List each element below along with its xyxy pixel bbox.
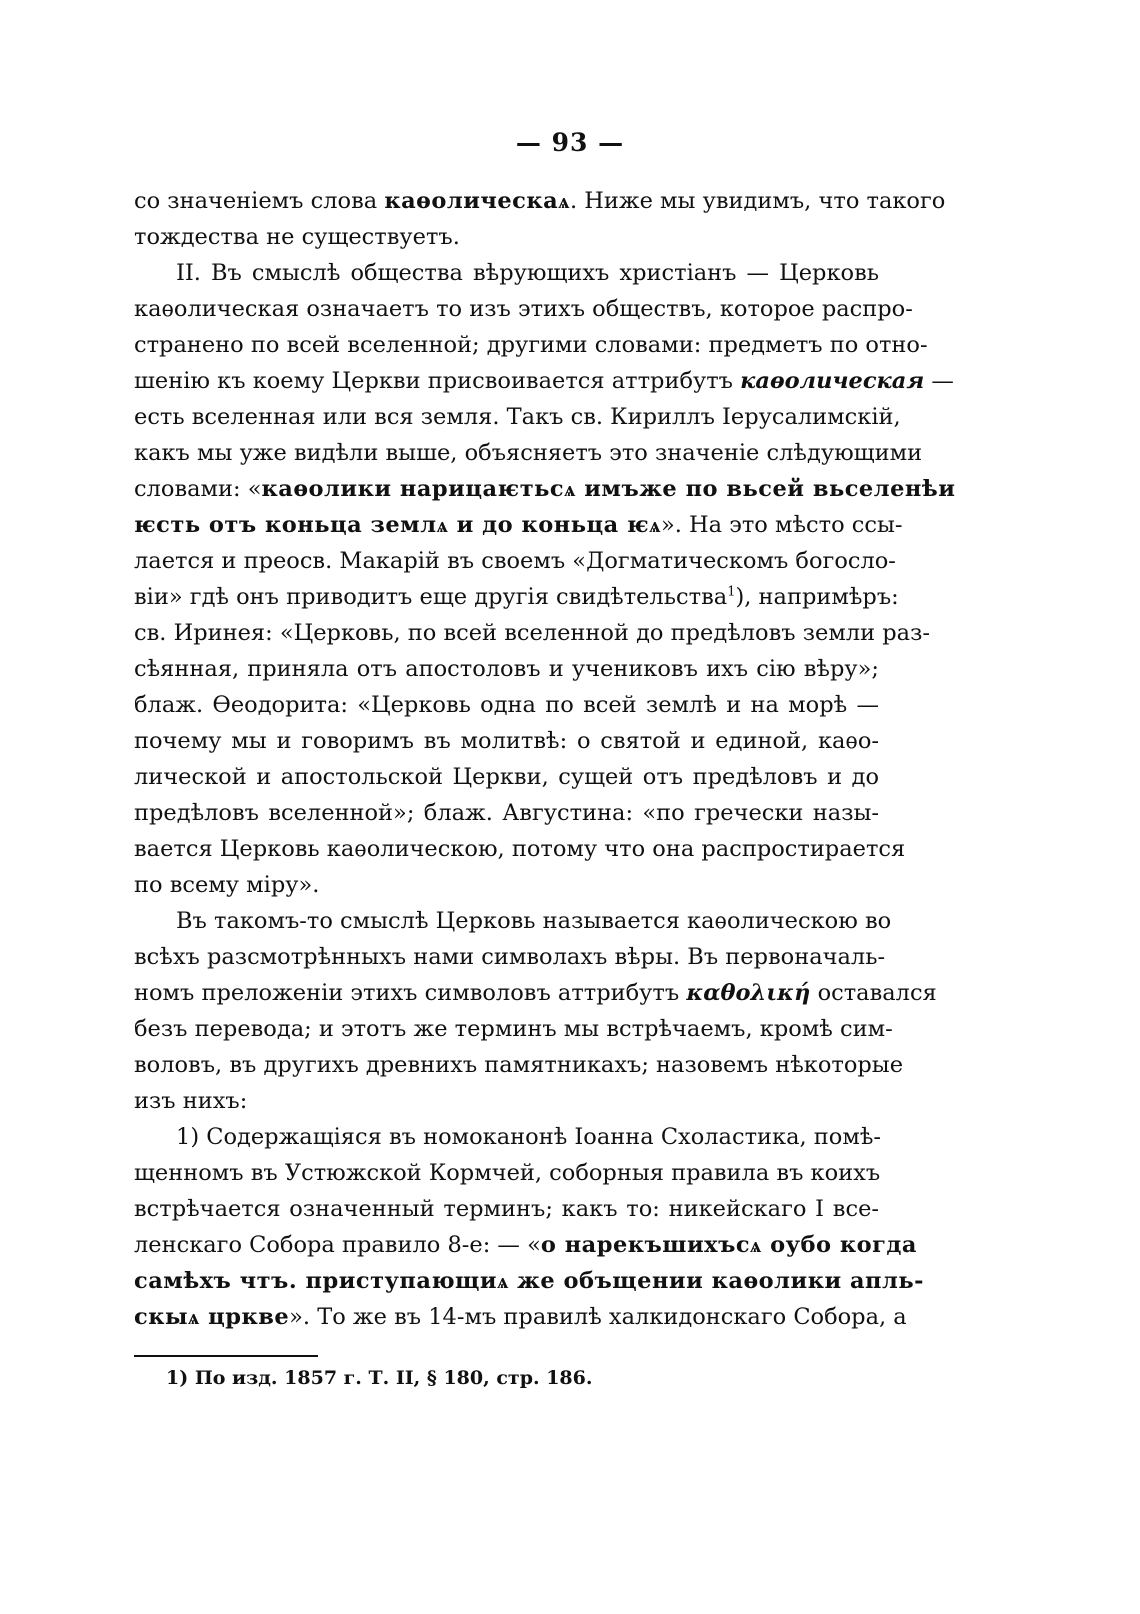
church-slavonic-text: самѣхъ чтъ. приступающиѧ же объщении каѳолики апль- (134, 1268, 924, 1294)
line-text: лической и апостольской Церкви, сущей отъ предѣловъ и до (134, 764, 879, 790)
line-text: св. Иринея: «Церковь, по всей вселенной до предѣловъ земли раз- (134, 620, 930, 646)
text-line (134, 1227, 918, 1263)
line-text: віи» гдѣ онъ приводитъ еще другія свидѣтельства (134, 584, 728, 610)
line-text: всѣхъ разсмотрѣнныхъ нами символахъ вѣры. Въ первоначаль- (134, 944, 886, 970)
footnote-ref: 1 (727, 584, 736, 600)
line-text: есть вселенная или вся земля. Такъ св. Кириллъ Іерусалимскій, (134, 404, 901, 430)
text-line (134, 579, 899, 615)
text-line (134, 183, 946, 219)
line-text: предѣловъ вселенной»; блаж. Августина: «по гречески назы- (134, 800, 879, 826)
text-line (134, 759, 879, 795)
line-text: блаж. Ѳеодорита: «Церковь одна по всей землѣ и на морѣ — (134, 692, 879, 718)
text-line (134, 291, 913, 327)
text-line (134, 327, 928, 363)
text-line (134, 867, 879, 903)
line-text: ». На это мѣсто ссы- (660, 512, 903, 538)
line-text: II. Въ смыслѣ общества вѣрующихъ христіанъ — Церковь (176, 260, 879, 286)
church-slavonic-text: каѳолическаѧ (384, 188, 570, 214)
text-line (134, 1155, 879, 1191)
text-line (134, 1263, 924, 1299)
page-number: — 93 — (515, 128, 625, 157)
text-line (134, 651, 879, 687)
line-text: 1) Содержащіяся въ номоканонѣ Іоанна Схоластика, помѣ- (176, 1124, 882, 1150)
line-text: щенномъ въ Устюжской Кормчей, соборныя правила въ коихъ (134, 1160, 881, 1186)
text-line (134, 1299, 907, 1335)
church-slavonic-text: ѥсть отъ коньца землѧ и до коньца ѥѧ (134, 512, 661, 538)
line-text: безъ перевода; и этотъ же терминъ мы встрѣчаемъ, кромѣ сим- (134, 1016, 893, 1042)
text-line (134, 831, 906, 867)
text-line (134, 471, 956, 507)
line-text: оставался (810, 980, 937, 1006)
italic-term: καθολική (686, 980, 811, 1006)
line-text: изъ нихъ: (134, 1088, 248, 1114)
text-line (134, 939, 886, 975)
text-line (134, 1047, 904, 1083)
text-line (134, 903, 892, 939)
text-line (134, 363, 954, 399)
line-text: вается Церковь каѳолическою, потому что она распростирается (134, 836, 906, 862)
line-text: . Ниже мы увидимъ, что такого (569, 188, 946, 214)
text-line (134, 255, 879, 291)
line-text: воловъ, въ другихъ древнихъ памятникахъ; назовемъ нѣкоторые (134, 1052, 904, 1078)
line-text: ленскаго Собора правило 8-е: — « (134, 1232, 541, 1258)
text-line (134, 543, 896, 579)
text-line (134, 507, 903, 543)
text-line (134, 435, 923, 471)
text-line (134, 795, 879, 831)
line-text: словами: « (134, 476, 262, 502)
text-line (134, 1011, 893, 1047)
church-slavonic-text: скыѧ црквe (134, 1304, 290, 1330)
text-line (134, 219, 879, 255)
text-line (134, 1191, 879, 1227)
line-text: встрѣчается означенный терминъ; какъ то: никейскаго I все- (134, 1196, 879, 1222)
footnote: 1) По изд. 1857 г. Т. II, § 180, стр. 186. (166, 1367, 593, 1389)
text-line (134, 723, 879, 759)
line-text: — (924, 368, 954, 394)
line-text: шенію къ коему Церкви присвоивается аттрибутъ (134, 368, 741, 394)
text-line (134, 615, 930, 651)
line-text: почему мы и говоримъ въ молитвѣ: о святой и единой, каѳо- (134, 728, 879, 754)
line-text: ». То же въ 14-мъ правилѣ халкидонскаго Собора, а (289, 1304, 907, 1330)
line-text: со значеніемъ слова (134, 188, 385, 214)
line-text: лается и преосв. Макарій въ своемъ «Догматическомъ богосло- (134, 548, 896, 574)
line-text: ), напримѣръ: (735, 584, 899, 610)
line-text: Въ такомъ-то смыслѣ Церковь называется каѳолическою во (176, 908, 892, 934)
italic-term: каѳолическая (740, 368, 925, 394)
line-text: странено по всей вселенной; другими словами: предметъ по отно- (134, 332, 928, 358)
church-slavonic-text: о нарекъшихъсѧ оубо когда (540, 1232, 918, 1258)
line-text: по всему міру». (134, 872, 320, 898)
text-line (134, 1119, 882, 1155)
line-text: тождества не существуетъ. (134, 224, 460, 250)
line-text: сѣянная, приняла отъ апостоловъ и учениковъ ихъ сію вѣру»; (134, 656, 879, 682)
line-text: какъ мы уже видѣли выше, объясняетъ это значеніе слѣдующими (134, 440, 923, 466)
body-text (134, 183, 956, 1335)
church-slavonic-text: каѳолики нарицаѥтьсѧ имъже по вьсей вьселенѣи (261, 476, 956, 502)
text-line (134, 975, 937, 1011)
line-text: номъ преложеніи этихъ символовъ аттрибутъ (134, 980, 687, 1006)
text-line (134, 687, 879, 723)
footnote-divider (134, 1355, 318, 1357)
text-line (134, 399, 901, 435)
line-text: каѳолическая означаетъ то изъ этихъ обществъ, которое распро- (134, 296, 913, 322)
text-line (134, 1083, 879, 1119)
